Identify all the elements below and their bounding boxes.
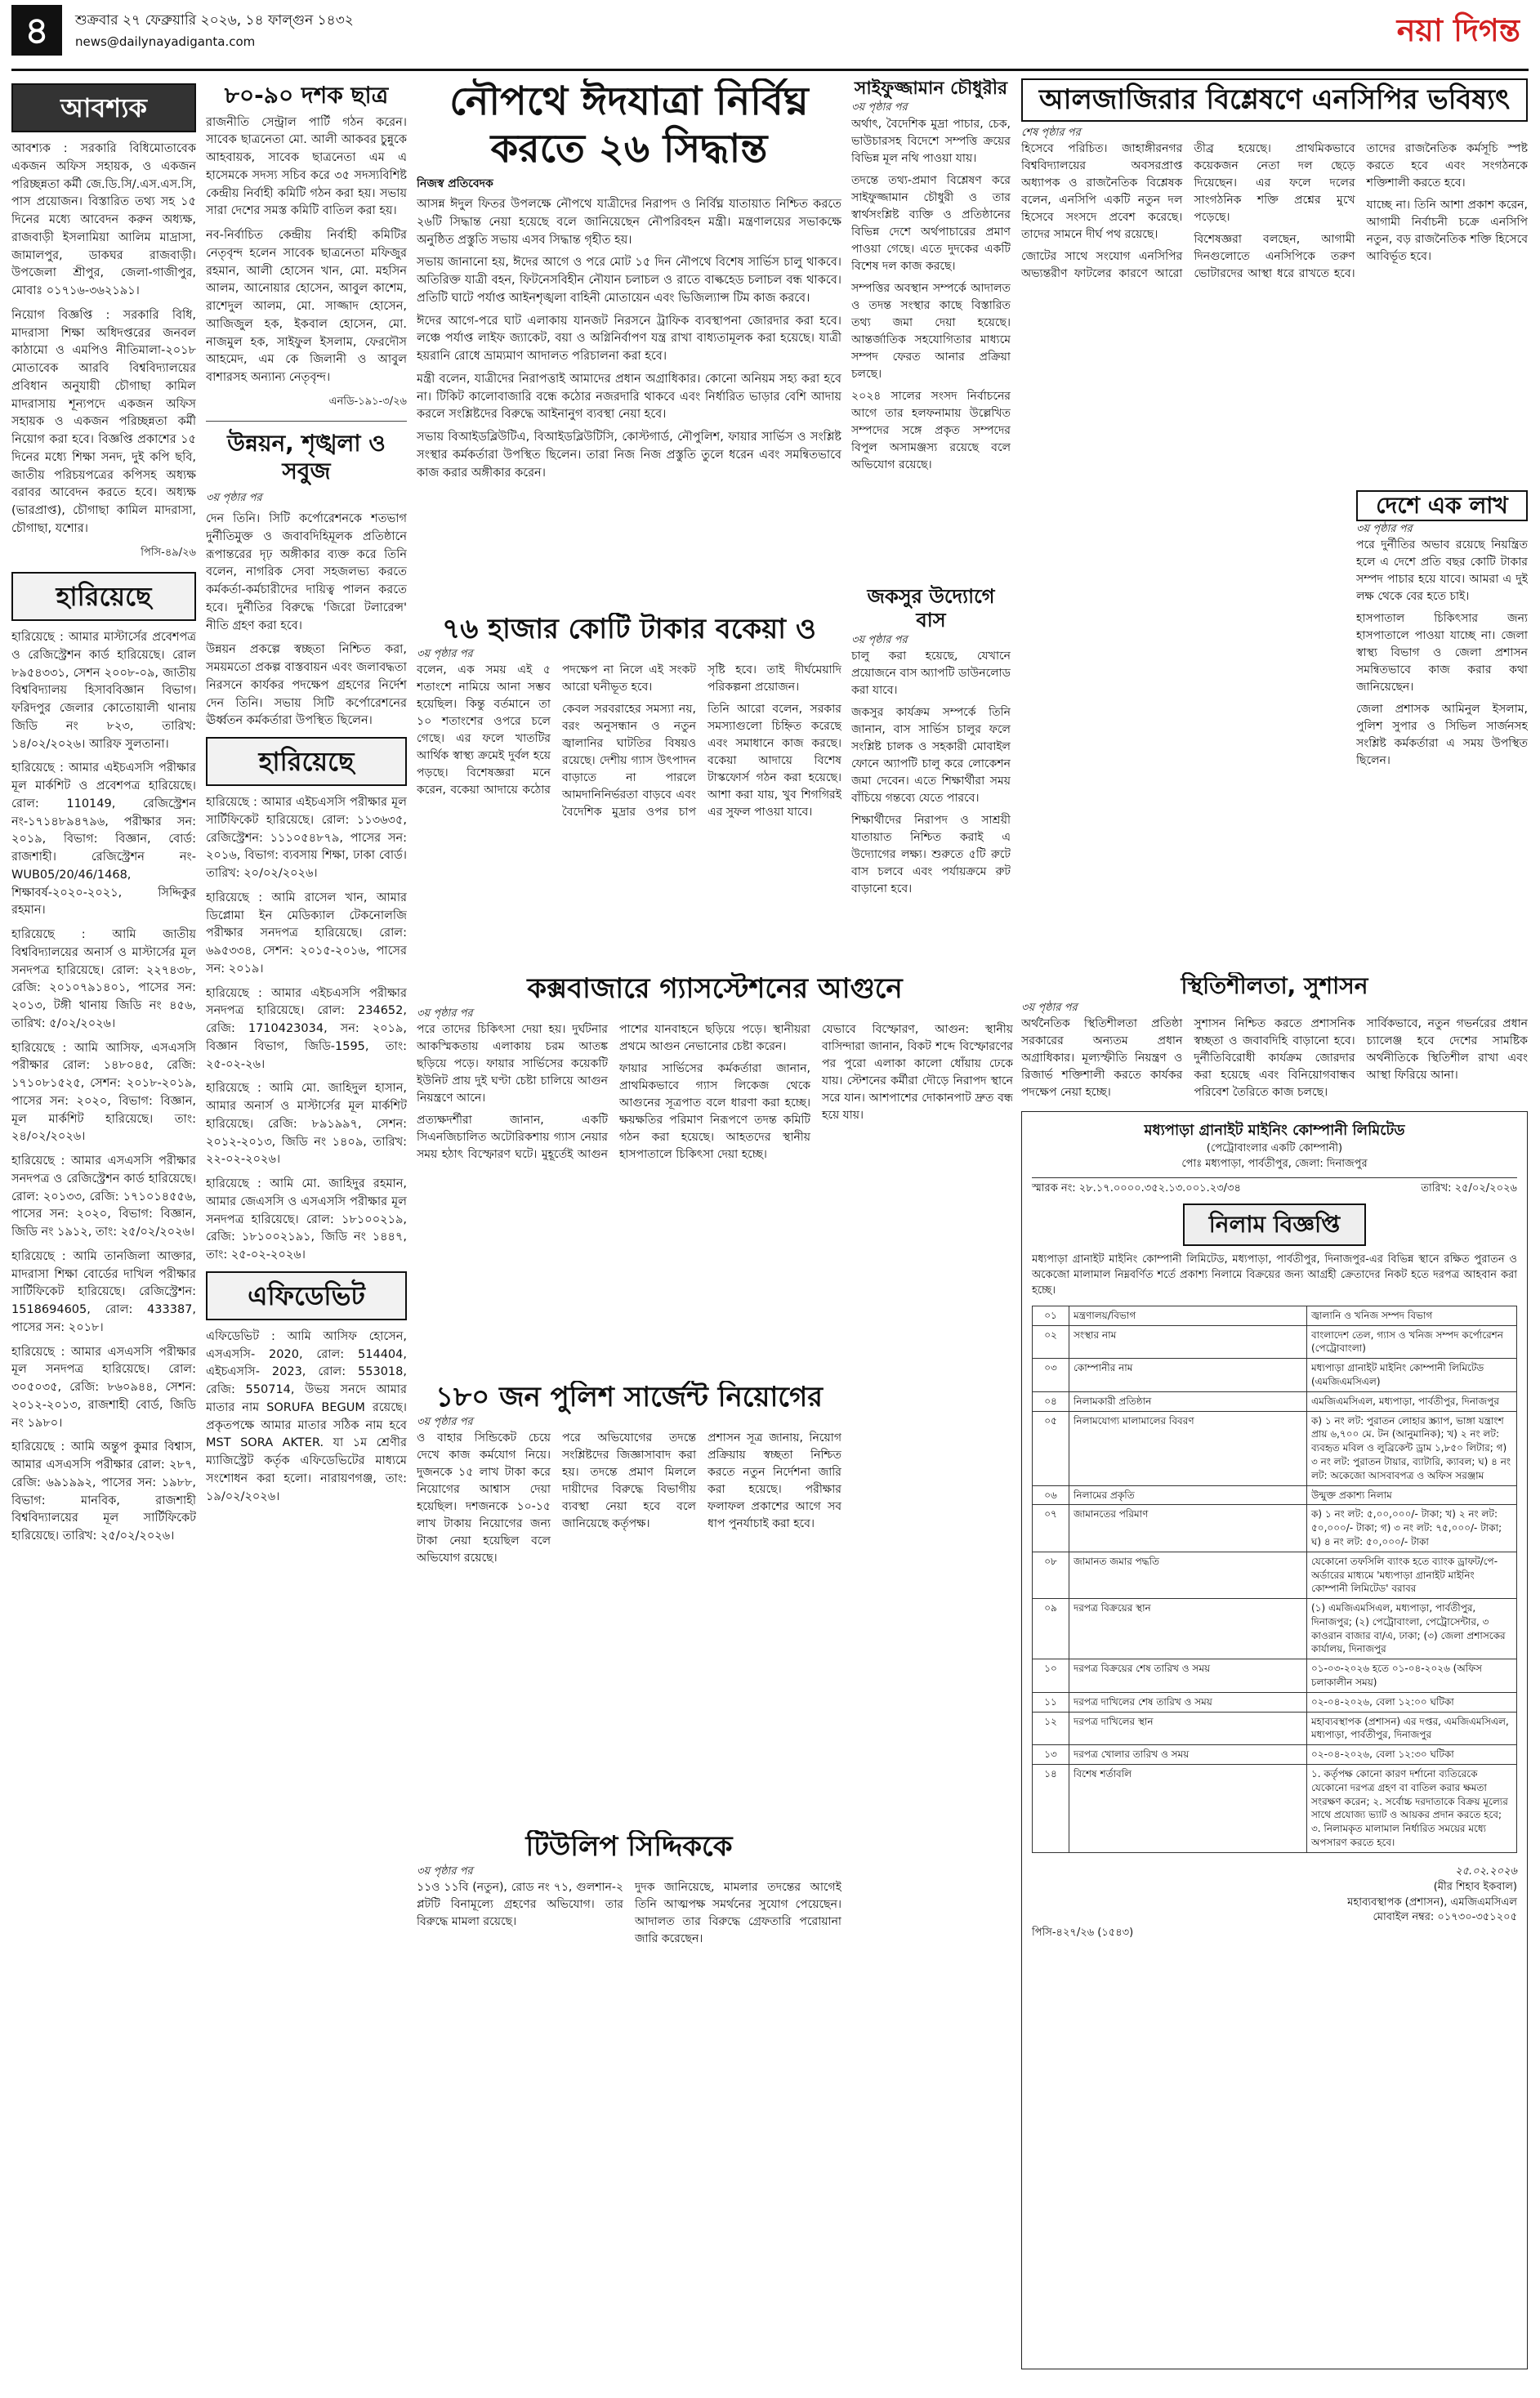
article-title: উন্নয়ন, শৃঙ্খলা ও সবুজ — [227, 430, 386, 485]
tulip-paragraph: ১১ও ১১বি (নতুন), রোড নং ৭১, গুলশান-২ প্লটটি বিনামূল্যে গ্রহণের অভিযোগ। তার বিরুদ্ধে মামলা রয়েছে। — [417, 1881, 623, 1929]
auction-cell-label: সংস্থার নাম — [1069, 1325, 1307, 1359]
auction-row — [1033, 1391, 1517, 1411]
auction-address: পোঃ মধ্যপাড়া, পার্বতীপুর, জেলা: দিনাজপুর — [1181, 1157, 1368, 1170]
jakosu-headline: জকসুর উদ্যোগে বাস — [867, 585, 995, 632]
lost-item: হারিয়েছে : আমি মো. জাহিদুল হাসান, আমার অনার্স ও মাস্টার্সের মূল মার্কশিট হারিয়েছে। রেজি: ৮৯১৯৯৭, সেশন: ২০১২-২০১৩, জিডি নং ১৪০৯, তারিখ: ২২-০২-২০২৬। — [206, 1082, 407, 1167]
arrears-paragraph: কেবল সরবরাহের সমস্যা নয়, বরং অনুসন্ধান ও নতুন জ্বালানির ঘাটতির বিষয়ও রয়েছে। দেশীয় গ্যাস উৎপাদন বাড়াতে না পারলে আমদানিনির্ভরতা বাড়বে এবং বৈদেশিক মুদ্রার ওপর চাপ সৃষ্টি হবে। তাই দীর্ঘমেয়াদি পরিকল্পনা প্রয়োজন। — [562, 663, 841, 819]
auction-cell-value: জ্বালানি ও খনিজ সম্পদ বিভাগ — [1307, 1306, 1517, 1325]
auction-cell-sl: ১৩ — [1033, 1745, 1069, 1765]
lakh-story — [1356, 490, 1528, 997]
lead-paragraph: আসন্ন ঈদুল ফিতর উপলক্ষে নৌপথে যাত্রীদের নিরাপদ ও নির্বিঘ্ন যাতায়াত নিশ্চিত করতে ২৬টি সিদ্ধান্ত নেয়া হয়েছে বলে জানিয়েছেন নৌপরিবহন মন্ত্রী। মন্ত্রণালয়ের সভাকক্ষে অনুষ্ঠিত প্রস্তুতি সভায় এসব সিদ্ধান্ত গৃহীত হয়। — [417, 198, 841, 247]
wanted-item: নিয়োগ বিজ্ঞপ্তি : সরকারি বিধি, মাদরাসা শিক্ষা অধিদপ্তরের জনবল কাঠামো ও এমপিও নীতিমালা-২০১৮ মোতাবেক আরবি বিশ্ববিদ্যালয়ের প্রবিধান অনুযায়ী চৌগাছা কামিল মাদরাসায় শূন্যপদে একজন অফিস সহায়ক ও একজন পরিচ্ছন্নতা কর্মী নিয়োগ করা হবে। বিজ্ঞপ্তি প্রকাশের ১৫ দিনের মধ্যে শিক্ষা সনদ, দুই কপি ছবি, জাতীয় পরিচয়পত্রের কপিসহ অধ্যক্ষ বরাবর আবেদন করতে হবে। অধ্যক্ষ (ভারপ্রাপ্ত), চৌগাছা কামিল মাদরাসা, চৌগাছা, যশোর। — [11, 308, 196, 535]
auction-row — [1033, 1765, 1517, 1853]
article-paragraph: রাজনীতি সেন্ট্রাল পার্টি গঠন করেন। সাবেক ছাত্রনেতা মো. আলী আকবর চুন্নুকে আহবায়ক, সাবেক ছাত্রনেতা এম এ হাসেমকে সদস্য সচিব করে ৩৫ সদস্যবিশিষ্ট কেন্দ্রীয় নির্বাহী কমিটি গঠন করা হয়। সভায় সারা দেশের সমস্ত কমিটি বাতিল করা হয়। — [206, 115, 407, 218]
arrears-paragraph: বলেন, এক সময় এই ৫ শতাংশে নামিয়ে আনা সম্ভব হয়েছিল। কিন্তু বর্তমানে তা ১০ শতাংশের ওপরে চলে গেছে। এর ফলে খাতটির আর্থিক স্বাস্থ্য ক্রমেই দুর্বল হয়ে পড়ছে। বিশেষজ্ঞরা মনে করেন, বকেয়া আদায়ে কঠোর পদক্ষেপ না নিলে এই সংকট আরো ঘনীভূত হবে। — [417, 663, 696, 797]
ncp-headline: আলজাজিরার বিশ্লেষণে এনসিপির ভবিষ্যৎ — [1021, 78, 1528, 122]
jump-line: ৩য় পৃষ্ঠার পর — [417, 1007, 473, 1020]
lost-item: হারিয়েছে : আমার মাস্টার্সের প্রবেশপত্র ও রেজিস্ট্রেশন কার্ড হারিয়েছে। রোল ৮৯৫৪৩৩১, সেশন ২০০৮-০৯, জাতীয় বিশ্ববিদ্যালয় হিসাববিজ্ঞান বিভাগ। ফরিদপুর জেলার কোতোয়ালী থানায় জিডি নং ৮২৩, তারিখ: ১৪/০২/২০২৬। আরিফ সুলতানা। — [11, 631, 196, 751]
auction-company: মধ্যপাড়া গ্রানাইট মাইনিং কোম্পানী লিমিটেড — [1144, 1122, 1405, 1139]
ncp-paragraph: জোটের সাথে সংযোগ এনসিপির অভ্যন্তরীণ ফাটলের কারণে আরো তীব্র হয়েছে। প্রাথমিকভাবে কয়েকজন নেতা দল ছেড়ে দিয়েছেন। এর ফলে দলের সাংগঠনিক শক্তি প্রশ্নের মুখে পড়েছে। — [1021, 142, 1355, 281]
lost-item: হারিয়েছে : আমি জাতীয় বিশ্ববিদ্যালয়ের অনার্স ও মাস্টার্সের মূল সনদপত্র হারিয়েছে। রোল: ২২৭৪৩৮, রেজি: ২০১০৭৯১৪০১, পাসের সন: ২০১৩, টঙ্গী থানায় জিডি নং ৪৫৬, তারিখ: ৫/০২/২০২৬। — [11, 928, 196, 1030]
lakh-paragraph: জেলা প্রশাসক আমিনুল ইসলাম, পুলিশ সুপার ও সিভিল সার্জনসহ সংশ্লিষ্ট কর্মকর্তারা এ সময় উপস্থিত ছিলেন। — [1356, 703, 1528, 768]
auction-cell-sl: ০২ — [1033, 1325, 1069, 1359]
lost-item: হারিয়েছে : আমার এসএসসি পরীক্ষার মূল সনদপত্র হারিয়েছে। রোল: ৩০৫০৩৫, রেজি: ৮৬০৯৪৪, সেশন: ২০১২-২০১৩, রাজশাহী বোর্ড, জিডি নং ১৯৮০। — [11, 1345, 196, 1430]
auction-signature-block — [1032, 1864, 1517, 1926]
lost-heading: হারিয়েছে — [11, 572, 196, 621]
auction-cell-value: বাংলাদেশ তেল, গ্যাস ও খনিজ সম্পদ কর্পোরেশন (পেট্রোবাংলা) — [1307, 1325, 1517, 1359]
auction-row — [1033, 1659, 1517, 1693]
article-paragraph: নব-নির্বাচিত কেন্দ্রীয় নির্বাহী কমিটির নেতৃবৃন্দ হলেন সাবেক ছাত্রনেতা মফিজুর রহমান, আলী হোসেন খান, মো. মহসিন আলম, আনোয়ার হোসেন, আবুল কাশেম, রাশেদুল আলম, মো. সাজ্জাদ হোসেন, আজিজুল হক, ইকবাল হোসেন, মো. নাজমুল হক, সাইফুল ইসলাম, ফেরদৌস আহমেদ, এম কে জিলানী ও আবুল বাশারসহ অন্যান্য নেতৃবৃন্দ। — [206, 229, 407, 385]
auction-cell-value: (১) এমজিএমসিএল, মধ্যপাড়া, পার্বতীপুর, দিনাজপুর; (২) পেট্রোবাংলা, পেট্রোসেন্টার, ৩ কাওরান বাজার বা/এ, ঢাকা; (৩) জেলা প্রশাসকের কার্যালয়, দিনাজপুর — [1307, 1599, 1517, 1659]
contact-email[interactable]: news@dailynayadiganta.com — [75, 34, 256, 49]
lead-story — [417, 78, 841, 601]
auction-cell-label: দরপত্র খোলার তারিখ ও সময় — [1069, 1745, 1307, 1765]
lead-paragraph: সভায় বিআইডব্লিউটিএ, বিআইডব্লিউটিসি, কোস্টগার্ড, নৌপুলিশ, ফায়ার সার্ভিস ও সংশ্লিষ্ট সংস্থার কর্মকর্তারা উপস্থিত ছিলেন। তারা নিজ নিজ প্রস্তুতি তুলে ধরেন এবং সমন্বিতভাবে কাজ করার অঙ্গীকার করেন। — [417, 431, 841, 480]
auction-cell-label: দরপত্র দাখিলের শেষ তারিখ ও সময় — [1069, 1692, 1307, 1712]
lost-item: হারিয়েছে : আমি মো. জাহিদুর রহমান, আমার জেএসসি ও এসএসসি পরীক্ষার মূল সনদপত্র হারিয়েছে। রোল: ১৮১০০২১৯, রেজি: ১৮১০০২১৯১, জিডি নং ১৪৪৭, তাং: ২৫-০২-২০২৬। — [206, 1177, 407, 1262]
arrears-story — [417, 613, 841, 964]
ncp-paragraph: বিশেষজ্ঞরা বলছেন, আগামী দিনগুলোতে এনসিপিকে তরুণ ভোটারদের আস্থা ধরে রাখতে হবে। তাদের রাজনৈতিক কর্মসূচি স্পষ্ট করতে হবে এবং সংগঠনকে শক্তিশালী করতে হবে। — [1194, 142, 1528, 281]
auction-cell-value: ১. কর্তৃপক্ষ কোনো কারণ দর্শানো ব্যতিরেকে যেকোনো দরপত্র গ্রহণ বা বাতিল করার ক্ষমতা সংরক্ষণ করেন; ২. সর্বোচ্চ দরদাতাকে বিক্রয় মূল্যের সাথে প্রযোজ্য ভ্যাট ও আয়কর প্রদান করতে হবে; ৩. নিলামকৃত মালামাল নির্ধারিত সময়ের মধ্যে অপসারণ করতে হবে। — [1307, 1765, 1517, 1853]
column-two — [206, 78, 407, 2391]
auction-row — [1033, 1552, 1517, 1598]
stability-paragraph: অর্থনৈতিক স্থিতিশীলতা প্রতিষ্ঠা সরকারের অন্যতম প্রধান অগ্রাধিকার। মূল্যস্ফীতি নিয়ন্ত্রণ ও রিজার্ভ শক্তিশালী করতে কার্যকর পদক্ষেপ নেয়া হচ্ছে। — [1021, 1017, 1183, 1100]
auction-cell-label: দরপত্র বিক্রয়ের স্থান — [1069, 1599, 1307, 1659]
auction-row — [1033, 1692, 1517, 1712]
auction-company-sub: (পেট্রোবাংলার একটি কোম্পানী) — [1206, 1142, 1343, 1155]
lead-headline: নৌপথে ঈদযাত্রা নির্বিঘ্ন করতে ২৬ সিদ্ধান্ত — [449, 78, 809, 172]
auction-cell-label: জামানত জমার পদ্ধতি — [1069, 1552, 1307, 1598]
auction-cell-sl: ০৩ — [1033, 1359, 1069, 1392]
coxs-paragraph: ফায়ার সার্ভিসের কর্মকর্তারা জানান, প্রাথমিকভাবে গ্যাস লিকেজ থেকে আগুনের সূত্রপাত বলে ধারণা করা হচ্ছে। ক্ষয়ক্ষতির পরিমাণ নিরূপণে তদন্ত কমিটি গঠন করা হয়েছে। আহতদের স্থানীয় হাসপাতালে চিকিৎসা দেয়া হচ্ছে। — [619, 1062, 810, 1162]
auction-cell-value: এমজিএমসিএল, মধ্যপাড়া, পার্বতীপুর, দিনাজপুর — [1307, 1391, 1517, 1411]
lakh-paragraph: পরে দুর্নীতির অভাব রয়েছে নিয়ন্ত্রিত হলে এ দেশে প্রতি বছর কোটি টাকার সম্পদ পাচার হয়ে যাবে। আমরা এ দুই লক্ষ থেকে বের হতে চাই। — [1356, 538, 1528, 604]
police-headline: ১৮০ জন পুলিশ সার্জেন্ট নিয়োগের — [435, 1381, 823, 1413]
auction-cell-sl: ০৫ — [1033, 1411, 1069, 1485]
auction-cell-label: জামানতের পরিমাণ — [1069, 1505, 1307, 1552]
auction-cell-value: ক) ১ নং লট: ৫,০০,০০০/- টাকা; খ) ২ নং লট: ৫০,০০০/- টাকা; গ) ৩ নং লট: ৭৫,০০০/- টাকা; ঘ) ৪ নং লট: ৫০,০০০/- টাকা — [1307, 1505, 1517, 1552]
saifuz-paragraph: তদন্তে তথ্য-প্রমাণ বিশ্লেষণ করে সাইফুজ্জামান চৌধুরী ও তার স্বার্থসংশ্লিষ্ট ব্যক্তি ও প্রতিষ্ঠানের বিভিন্ন দেশে অর্থপাচারের প্রমাণ পাওয়া গেছে। এতে দুদকের একটি বিশেষ দল কাজ করছে। — [851, 173, 1011, 273]
ncp-paragraph: যাচ্ছে না। তিনি আশা প্রকাশ করেন, আগামী নির্বাচনী চক্রে এনসিপি নতুন, বড় রাজনৈতিক শক্তি হিসেবে আবির্ভূত হবে। — [1366, 199, 1528, 264]
jump-line: ৩য় পৃষ্ঠার পর — [206, 491, 262, 504]
header-rule — [11, 69, 1529, 71]
signer-phone: মোবাইল নম্বর: ০১৭৩০-৩৫১২০৫ — [1373, 1911, 1517, 1924]
auction-cell-sl: ১১ — [1033, 1692, 1069, 1712]
coxs-paragraph: যেভাবে বিস্ফোরণ, আগুন: স্থানীয় বাসিন্দারা জানান, বিকট শব্দে বিস্ফোরণের পর পুরো এলাকা কালো ধোঁয়ায় ঢেকে যায়। স্টেশনের কর্মীরা দৌড়ে নিরাপদ স্থানে সরে যান। আশপাশের দোকানপাট দ্রুত বন্ধ হয়ে যায়। — [822, 1023, 1013, 1123]
coxs-story — [417, 972, 1013, 1364]
police-story — [417, 1381, 841, 1806]
lost-item: হারিয়েছে : আমার এইচএসসি পরীক্ষার মূল মার্কশিট ও প্রবেশপত্র হারিয়েছে। রোল: 110149, রেজিস্ট্রেশন নং-১৭১৪৮৯৪৭৯৬, পরীক্ষার সন: ২০১৯, বিভাগ: বিজ্ঞান, বোর্ড: রাজশাহী। রেজিস্ট্রেশন নং-WUB05/20/46/1468, শিক্ষাবর্ষ-২০২০-২০২১, সিদ্দিকুর রহমান। — [11, 761, 196, 918]
classifieds-column — [11, 78, 196, 2391]
jakosu-paragraph: চালু করা হয়েছে, যেখানে প্রয়োজনে বাস অ্যাপটি ডাউনলোড করা যাবে। — [851, 650, 1011, 698]
saifuz-paragraph: অর্থাৎ, বৈদেশিক মুদ্রা পাচার, চেক, ভাউচারসহ বিদেশে সম্পত্তি ক্রয়ের বিভিন্ন মূল নথি পাওয়া যায়। — [851, 117, 1011, 165]
jakosu-paragraph: জকসুর কার্যক্রম সম্পর্কে তিনি জানান, বাস সার্ভিস চালুর ফলে সংশ্লিষ্ট চালক ও সহকারী মোবাইল ফোনে অ্যাপটি চালু করে লোকেশন জমা দেবেন। এতে শিক্ষার্থীরা সময় বাঁচিয়ে গন্তব্যে যেতে পারবে। — [851, 706, 1011, 806]
auction-memo: স্মারক নং: ২৮.১৭.০০০০.৩৫২.১৩.০০১.২৩/৩৪ — [1032, 1181, 1241, 1195]
auction-cell-sl: ১২ — [1033, 1712, 1069, 1745]
article-ref: এনডি-১৯১-৩/২৬ — [328, 395, 407, 408]
jump-line: ৩য় পৃষ্ঠার পর — [851, 101, 908, 114]
wanted-item: আবশ্যক : সরকারি বিধিমোতাবেক একজন অফিস সহায়ক, ও একজন পরিচ্ছন্নতা কর্মী জে.ডি.সি/.এস.এস.সি, পাস প্রয়োজন। বিস্তারিত তথ্য সহ ১৫ দিনের মধ্যে আবেদন করুন অধ্যক্ষ, রাজবাড়ী ইসলামিয়া আলিম মাদ্রাসা, জামালপুর, ডাকঘর রাজবাড়ী। উপজেলা শ্রীপুর, জেলা-গাজীপুর, মোবাঃ ০১৭১৬-৩৬২১৯১। — [11, 142, 196, 297]
lakh-paragraph: হাসপাতাল চিকিৎসার জন্য হাসপাতালে পাওয়া যাচ্ছে না। জেলা স্বাস্থ্য বিভাগ ও জেলা প্রশাসন সমন্বিতভাবে কাজ করার কথা জানিয়েছেন। — [1356, 612, 1528, 694]
saifuz-paragraph: ২০২৪ সালের সংসদ নির্বাচনের আগে তার হলফনামায় উল্লেখিত সম্পদের সঙ্গে প্রকৃত সম্পদের বিপুল অসামঞ্জস্য রয়েছে বলে অভিযোগ রয়েছে। — [851, 389, 1011, 471]
police-paragraph: ও বাহার সিন্ডিকেট চেয়ে দেখে কাজ কর্মযোগ নিয়ে। দুজনকে ১৫ লাখ টাকা করে নিয়োগের আশ্বাস দেয়া হয়েছিল। দশজনকে ১০-১৫ লাখ টাকায় নিয়োগের জন্য টাকা নেয়া হয়েছিল বলে অভিযোগ রয়েছে। — [417, 1431, 551, 1565]
signer-title: মহাব্যবস্থাপক (প্রশাসন), এমজিএমসিএল — [1347, 1896, 1517, 1909]
lost-item: হারিয়েছে : আমি অন্তুপ কুমার বিশ্বাস, আমার এসএসসি পরীক্ষার রোল: ২৮৭, রেজি: ৬৯১৯৯২, পাসের সন: ১৯৮৮, বিভাগ: মানবিক, রাজশাহী বিশ্ববিদ্যালয়ের মূল সার্টিফিকেট হারিয়েছে। তারিখ: ২৫/০২/২০২৬। — [11, 1440, 196, 1543]
auction-row — [1033, 1599, 1517, 1659]
tulip-headline: টিউলিপ সিদ্দিককে — [525, 1830, 733, 1863]
auction-cell-value: উন্মুক্ত প্রকাশ্য নিলাম — [1307, 1485, 1517, 1505]
saifuz-paragraph: সম্পত্তির অবস্থান সম্পর্কে আদালত ও তদন্ত সংস্থার কাছে বিস্তারিত তথ্য জমা দেয়া হয়েছে। আন্তর্জাতিক সহযোগিতার মাধ্যমে সম্পদ ফেরত আনার প্রক্রিয়া চলছে। — [851, 281, 1011, 381]
stability-paragraph: সুশাসন নিশ্চিত করতে প্রশাসনিক স্বচ্ছতা ও জবাবদিহি বাড়ানো হবে। দুর্নীতিবিরোধী কার্যক্রম জোরদার করা হয়েছে এবং বিনিয়োগবান্ধব পরিবেশ তৈরিতে কাজ চলছে। — [1194, 1017, 1355, 1100]
auction-row — [1033, 1745, 1517, 1765]
coxs-paragraph: প্রত্যক্ষদর্শীরা জানান, একটি সিএনজিচালিত অটোরিকশায় গ্যাস নেয়ার সময় হঠাৎ বিস্ফোরণ ঘটে। মুহূর্তেই আগুন পাশের যানবাহনে ছড়িয়ে পড়ে। স্থানীয়রা প্রথমে আগুন নেভানোর চেষ্টা করেন। — [417, 1023, 810, 1162]
auction-cell-sl: ০১ — [1033, 1306, 1069, 1325]
saifuz-headline: সাইফুজ্জামান চৌধুরীর — [854, 78, 1008, 99]
police-paragraph: প্রশাসন সূত্র জানায়, নিয়োগ প্রক্রিয়ায় স্বচ্ছতা নিশ্চিত করতে নতুন নির্দেশনা জারি করা হয়েছে। পরীক্ষার ফলাফল প্রকাশের আগে সব ধাপ পুনর্যাচাই করা হবে। — [708, 1431, 841, 1531]
auction-cell-label: নিলামকারী প্রতিষ্ঠান — [1069, 1391, 1307, 1411]
auction-cell-label: দরপত্র বিক্রয়ের শেষ তারিখ ও সময় — [1069, 1659, 1307, 1693]
lost-item: হারিয়েছে : আমি রাসেল খান, আমার ডিপ্লোমা ইন মেডিক্যাল টেকনোলজি পরীক্ষার সনদপত্র হারিয়েছে। রোল: ৬৯৫৩৩৪, সেশন: ২০১৫-২০১৬, পাসের সন: ২০১৯। — [206, 891, 407, 976]
auction-cell-sl: ০৯ — [1033, 1599, 1069, 1659]
article-paragraph: উন্নয়ন প্রকল্পে স্বচ্ছতা নিশ্চিত করা, সময়মতো প্রকল্প বাস্তবায়ন এবং জলাবদ্ধতা নিরসনে কার্যকর পদক্ষেপ গ্রহণের নির্দেশ দেন তিনি। সভায় সিটি কর্পোরেশনের ঊর্ধ্বতন কর্মকর্তারা উপস্থিত ছিলেন। — [206, 643, 407, 728]
auction-row — [1033, 1411, 1517, 1485]
lead-paragraph: মন্ত্রী বলেন, যাত্রীদের নিরাপত্তাই আমাদের প্রধান অগ্রাধিকার। কোনো অনিয়ম সহ্য করা হবে না। টিকিট কালোবাজারি বন্ধে কঠোর নজরদারি থাকবে এবং নির্ধারিত ভাড়ার বেশি আদায় করলে সংশ্লিষ্টদের বিরুদ্ধে আইনানুগ ব্যবস্থা নেয়া হবে। — [417, 372, 841, 422]
tulip-paragraph: দুদক জানিয়েছে, মামলার তদন্তের আগেই তিনি আত্মপক্ষ সমর্থনের সুযোগ পেয়েছেন। আদালত তার বিরুদ্ধে গ্রেফতারি পরোয়ানা জারি করেছেন। — [635, 1881, 841, 1946]
coxs-headline: কক্সবাজারে গ্যাসস্টেশনের আগুনে — [527, 972, 903, 1005]
auction-cell-sl: ১৪ — [1033, 1765, 1069, 1853]
auction-row — [1033, 1485, 1517, 1505]
auction-cell-value: মধ্যপাড়া গ্রানাইট মাইনিং কোম্পানী লিমিটেড (এমজিএমসিএল) — [1307, 1359, 1517, 1392]
jump-line: ৩য় পৃষ্ঠার পর — [417, 647, 473, 660]
coxs-paragraph: পরে তাদের চিকিৎসা দেয়া হয়। দুর্ঘটনার আকস্মিকতায় এলাকায় চরম আতঙ্ক ছড়িয়ে পড়ে। ফায়ার সার্ভিসের কয়েকটি ইউনিট প্রায় দুই ঘণ্টা চেষ্টা চালিয়ে আগুন নিয়ন্ত্রণে আনে। — [417, 1023, 608, 1105]
lost-item: হারিয়েছে : আমি তানজিলা আক্তার, মাদরাসা শিক্ষা বোর্ডের দাখিল পরীক্ষার সার্টিফিকেট হারিয়েছে। রেজিস্ট্রেশন: 1518694605, রোল: 433387, পাসের সন: ২০১৮। — [11, 1249, 196, 1334]
jump-line: ৩য় পৃষ্ঠার পর — [417, 1864, 473, 1878]
jump-line: ৩য় পৃষ্ঠার পর — [851, 633, 908, 646]
lost-item: হারিয়েছে : আমি আসিফ, এসএসসি পরীক্ষার রোল: ১৪৮০৪৫, রেজি: ১৭১০৮১৫২৫, সেশন: ২০১৮-২০১৯, পাসের সন: ২০২০, বিভাগ: বিজ্ঞান, মূল মার্কশিট হারিয়েছে। তাং: ২৪/০২/২০২৬। — [11, 1041, 196, 1144]
auction-row — [1033, 1325, 1517, 1359]
auction-cell-sl: ০৪ — [1033, 1391, 1069, 1411]
auction-intro: মধ্যপাড়া গ্রানাইট মাইনিং কোম্পানী লিমিটেড, মধ্যপাড়া, পার্বতীপুর, দিনাজপুর-এর বিভিন্ন স্থানে রক্ষিত পুরাতন ও অকেজো মালামাল নিম্নবর্ণিত শর্তে প্রকাশ্য নিলামে বিক্রয়ের জন্য আগ্রহী ক্রেতাদের নিকট হতে দরপত্র আহবান করা হচ্ছে। — [1032, 1253, 1517, 1297]
jump-line: ৩য় পৃষ্ঠার পর — [1356, 522, 1413, 535]
auction-row — [1033, 1359, 1517, 1392]
auction-row — [1033, 1306, 1517, 1325]
article-title: ৮০-৯০ দশক ছাত্র — [224, 82, 389, 109]
auction-title: নিলাম বিজ্ঞপ্তি — [1183, 1203, 1366, 1247]
auction-cell-label: কোম্পানীর নাম — [1069, 1359, 1307, 1392]
divider — [206, 421, 407, 422]
auction-cell-sl: ০৬ — [1033, 1485, 1069, 1505]
lost-item: হারিয়েছে : আমার এইচএসসি পরীক্ষার সনদপত্র হারিয়েছে। রোল: 234652, রেজি: 1710423034, সন: ২০১৯, বিজ্ঞান বিভাগ, জিডি-1595, তাং: ২৫-০২-২৬। — [206, 986, 407, 1071]
auction-cell-value: যেকোনো তফসিলি ব্যাংক হতে ব্যাংক ড্রাফট/পে-অর্ডারের মাধ্যমে 'মধ্যপাড়া গ্রানাইট মাইনিং কোম্পানী লিমিটেড' বরাবর — [1307, 1552, 1517, 1598]
auction-cell-sl: ০৮ — [1033, 1552, 1069, 1598]
auction-cell-label: নিলামের প্রকৃতি — [1069, 1485, 1307, 1505]
auction-row — [1033, 1712, 1517, 1745]
arrears-paragraph: তিনি আরো বলেন, সরকার সমস্যাগুলো চিহ্নিত করেছে এবং সমাধানে কাজ করছে। বকেয়া আদায়ে বিশেষ টাস্কফোর্স গঠন করা হয়েছে। আশা করা যায়, খুব শিগগিরই এর সুফল পাওয়া যাবে। — [708, 703, 841, 819]
jump-line: ৩য় পৃষ্ঠার পর — [1021, 1001, 1078, 1014]
police-paragraph: পরে অভিযোগের তদন্তে সংশ্লিষ্টদের জিজ্ঞাসাবাদ করা হয়। তদন্তে প্রমাণ মিললে দায়ীদের বিরুদ্ধে বিভাগীয় ব্যবস্থা নেয়া হবে বলে জানিয়েছে কর্তৃপক্ষ। — [562, 1431, 696, 1531]
wanted-heading: আবশ্যক — [11, 83, 196, 132]
newspaper-logo: নয়া দিগন্ত — [1396, 12, 1520, 48]
article-paragraph: দেন তিনি। সিটি কর্পোরেশনকে শতভাগ দুর্নীতিমুক্ত ও জবাবদিহিমূলক প্রতিষ্ঠানে রূপান্তরের দৃঢ় অঙ্গীকার ব্যক্ত করে তিনি বলেন, নাগরিক সেবা সহজলভ্য করতে কর্মকর্তা-কর্মচারীদের দায়িত্ব পালন করতে হবে। দুর্নীতির বিরুদ্ধে 'জিরো টলারেন্স' নীতি গ্রহণ করা হবে। — [206, 512, 407, 632]
arrears-headline: ৭৬ হাজার কোটি টাকার বকেয়া ও — [442, 613, 816, 645]
signer-name: (মীর শিহাব ইকবাল) — [1433, 1880, 1517, 1893]
auction-cell-sl: ০৭ — [1033, 1505, 1069, 1552]
auction-cell-sl: ১০ — [1033, 1659, 1069, 1693]
lead-paragraph: ঈদের আগে-পরে ঘাট এলাকায় যানজট নিরসনে ট্রাফিক ব্যবস্থাপনা জোরদার করা হবে। লঞ্চে পর্যাপ্ত লাইফ জ্যাকেট, বয়া ও অগ্নিনির্বাপণ যন্ত্র রাখা বাধ্যতামূলক করা হয়েছে। যাত্রী হয়রানি রোধে ভ্রাম্যমাণ আদালত পরিচালনা করা হবে। — [417, 314, 841, 364]
lakh-headline: দেশে এক লাখ — [1356, 490, 1528, 521]
auction-cell-value: ০২-০৪-২০২৬, বেলা ১২:০০ ঘটিকা — [1307, 1692, 1517, 1712]
jump-line: ৩য় পৃষ্ঠার পর — [417, 1415, 473, 1428]
stability-headline: স্থিতিশীলতা, সুশাসন — [1181, 972, 1368, 999]
ncp-story — [1021, 78, 1528, 487]
auction-cell-label: বিশেষ শর্তাবলি — [1069, 1765, 1307, 1853]
affidavit-text: এফিডেভিট : আমি আসিফ হোসেন, এসএসসি- 2020, রোল: 514404, এইচএসসি- 2023, রোল: 553018, রেজি: 550714, উভয় সনদে আমার মাতার নাম SORUFA BEGUM রয়েছে। প্রকৃতপক্ষে আমার মাতার সঠিক নাম হবে MST SORA AKTER. যা ১ম শ্রেণীর ম্যাজিস্ট্রেট কর্তৃক এফিডেভিটের মাধ্যমে সংশোধন করা হলো। নারায়ণগঞ্জ, তাং: ১৯/০২/২০২৬। — [206, 1329, 407, 1503]
jakosu-paragraph: শিক্ষার্থীদের নিরাপদ ও সাশ্রয়ী যাতায়াত নিশ্চিত করাই এ উদ্যোগের লক্ষ্য। শুরুতে ৫টি রুটে বাস চলবে এবং পর্যায়ক্রমে রুট বাড়ানো হবে। — [851, 814, 1011, 896]
page-number: ৪ — [11, 5, 62, 56]
auction-cell-value: ০১-০৩-২০২৬ হতে ০১-০৪-২০২৬ (অফিস চলাকালীন সময়) — [1307, 1659, 1517, 1693]
lost-item: হারিয়েছে : আমার এসএসসি পরীক্ষার সনদপত্র ও রেজিস্ট্রেশন কার্ড হারিয়েছে। রোল: ২০১৩৩, রেজি: ১৭১০১৪৫৫৬, পাসের সন: ২০২০, বিভাগ: বিজ্ঞান, জিডি নং ১৯১২, তাং: ২৫/০২/২০২৬। — [11, 1154, 196, 1239]
issue-date: শুক্রবার ২৭ ফেব্রুয়ারি ২০২৬, ১৪ ফাল্গুন ১৪৩২ — [75, 12, 354, 29]
affidavit-heading: এফিডেভিট — [206, 1271, 407, 1320]
auction-cell-value: ক) ১ নং লট: পুরাতন লোহার স্ক্র্যাপ, ভাঙ্গা যন্ত্রাংশ প্রায় ৬,৭০০ মে. টন (আনুমানিক); খ) ২ নং লট: ব্যবহৃত মবিল ও লুব্রিকেন্ট ড্রাম ১,৮৫০ লিটার; গ) ৩ নং লট: পুরাতন টায়ার, ব্যাটারি, ক্যাবল; ঘ) ৪ নং লট: অকেজো আসবাবপত্র ও অফিস সরঞ্জাম — [1307, 1411, 1517, 1485]
stability-story-top — [1021, 972, 1528, 1103]
ncp-paragraph: হিসেবে পরিচিত। জাহাঙ্গীরনগর বিশ্ববিদ্যালয়ের অবসরপ্রাপ্ত অধ্যাপক ও রাজনৈতিক বিশ্লেষক বলেন, এনসিপি একটি নতুন দল হিসেবে সংসদে প্রবেশ করেছে। তাদের সামনে দীর্ঘ পথ রয়েছে। — [1021, 142, 1183, 242]
lead-byline: নিজস্ব প্রতিবেদক — [417, 177, 493, 191]
auction-table — [1032, 1306, 1517, 1853]
saifuz-story — [851, 78, 1011, 577]
auction-cell-value: মহাব্যবস্থাপক (প্রশাসন) এর দপ্তর, এমজিএমসিএল, মধ্যপাড়া, পার্বতীপুর, দিনাজপুর — [1307, 1712, 1517, 1745]
auction-date: তারিখ: ২৫/০২/২০২৬ — [1421, 1181, 1517, 1195]
lead-paragraph: সভায় জানানো হয়, ঈদের আগে ও পরে মোট ১৫ দিন নৌপথে বিশেষ সার্ভিস চালু থাকবে। অতিরিক্ত যাত্রী বহন, ফিটনেসবিহীন নৌযান চলাচল ও রাতে বাল্কহেড চলাচল বন্ধ থাকবে। প্রতিটি ঘাটে পর্যাপ্ত আইনশৃঙ্খলা বাহিনী মোতায়েন এবং ভিজিল্যান্স টিম কাজ করবে। — [417, 256, 841, 305]
jump-line: শেষ পৃষ্ঠার পর — [1021, 126, 1081, 139]
wanted-ref: পিসি-৪৯/২৬ — [141, 546, 196, 559]
jakosu-story — [851, 585, 1011, 969]
auction-notice — [1021, 1111, 1528, 2369]
auction-row — [1033, 1505, 1517, 1552]
auction-cell-label: দরপত্র দাখিলের স্থান — [1069, 1712, 1307, 1745]
auction-ref: পিসি-৪২৭/২৬ (১৫৪৩) — [1032, 1927, 1134, 1940]
lost-item: হারিয়েছে : আমার এইচএসসি পরীক্ষার মূল সার্টিফিকেট হারিয়েছে। রোল: ১১৩৬৩৫, রেজিস্ট্রেশন: ১১১০৫৪৮৭৯, পাসের সন: ২০১৬, বিভাগ: ব্যবসায় শিক্ষা, ঢাকা বোর্ড। তারিখ: ২০/০২/২০২৬। — [206, 796, 407, 881]
auction-cell-label: মন্ত্রণালয়/বিভাগ — [1069, 1306, 1307, 1325]
signature-date: ২৫.০২.২০২৬ — [1455, 1864, 1517, 1878]
stability-paragraph: সার্বিকভাবে, নতুন গভর্নরের প্রধান চ্যালেঞ্জ হবে দেশের সামষ্টিক অর্থনীতিকে স্থিতিশীল রাখা এবং আস্থা ফিরিয়ে আনা। — [1366, 1017, 1528, 1083]
auction-cell-value: ০২-০৪-২০২৬, বেলা ১২:৩০ ঘটিকা — [1307, 1745, 1517, 1765]
page-header — [11, 5, 583, 62]
tulip-story — [417, 1830, 841, 2075]
auction-cell-label: নিলামযোগ্য মালামালের বিবরণ — [1069, 1411, 1307, 1485]
lost-heading: হারিয়েছে — [206, 737, 407, 786]
